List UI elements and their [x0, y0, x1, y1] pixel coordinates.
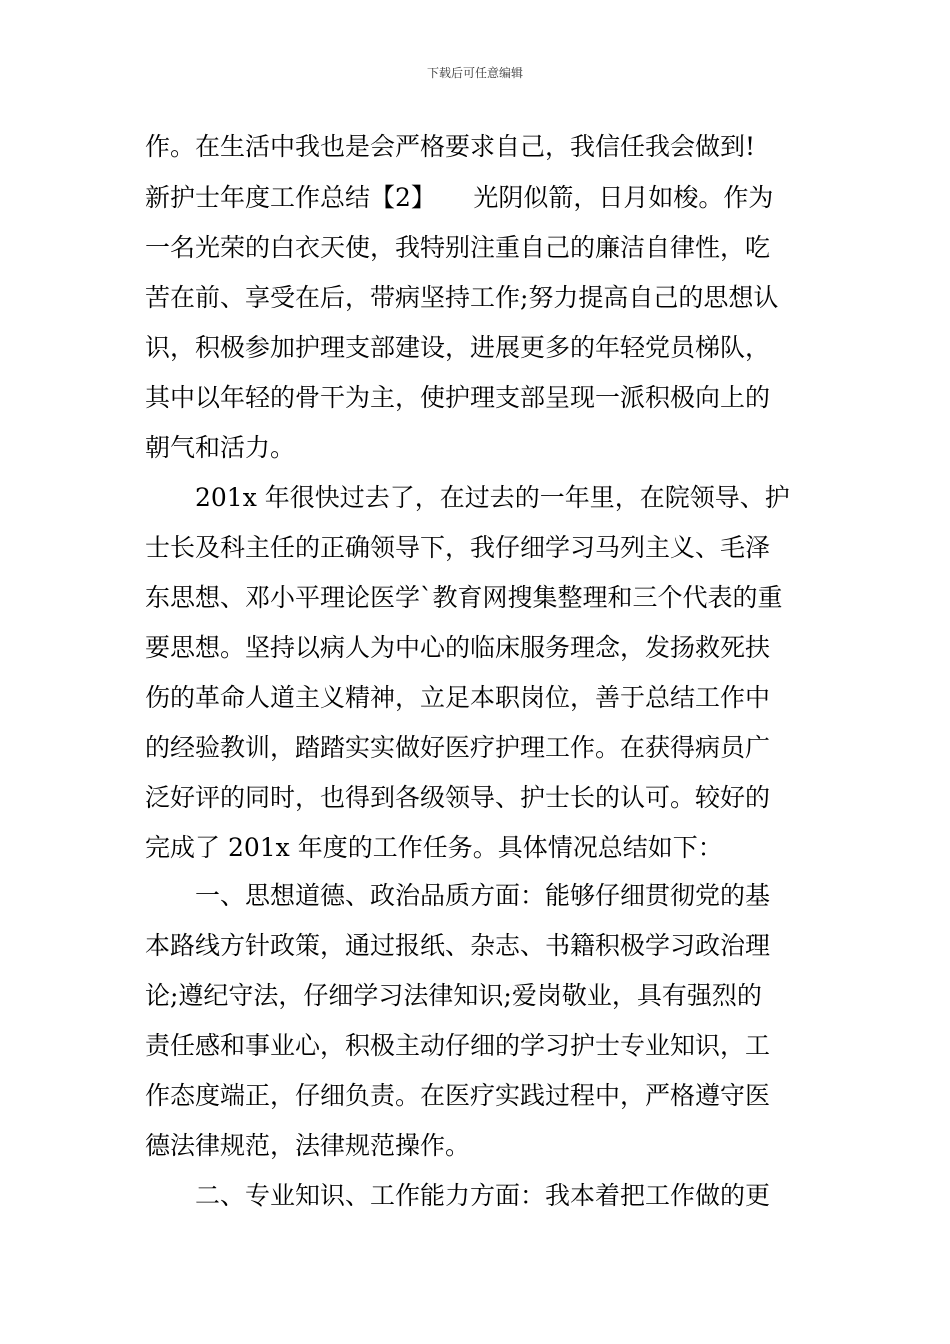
text-line: 东思想、邓小平理论医学`教育网搜集整理和三个代表的重 [145, 583, 783, 612]
text-line: 要思想。坚持以病人为中心的临床服务理念，发扬救死扶 [145, 633, 771, 662]
text-line: 责任感和事业心，积极主动仔细的学习护士专业知识，工 [145, 1031, 771, 1060]
text-line: 本路线方针政策，通过报纸、杂志、书籍积极学习政治理 [145, 931, 771, 960]
text-line: 士长及科主任的正确领导下，我仔细学习马列主义、毛泽 [145, 533, 771, 562]
text-line: 一名光荣的白衣天使，我特别注重自己的廉洁自律性，吃 [145, 233, 771, 262]
text-line: 德法律规范，法律规范操作。 [145, 1131, 471, 1160]
text-line: 苦在前、享受在后，带病坚持工作;努力提高自己的思想认 [145, 283, 779, 312]
page-header: 下载后可任意编辑 [426, 66, 523, 80]
text-line: 201x 年很快过去了，在过去的一年里，在院领导、护 [145, 483, 790, 512]
text-line: 泛好评的同时，也得到各级领导、护士长的认可。较好的 [145, 783, 771, 812]
text-line: 作态度端正，仔细负责。在医疗实践过程中，严格遵守医 [145, 1081, 771, 1110]
text-line: 伤的革命人道主义精神，立足本职岗位，善于总结工作中 [145, 683, 771, 712]
text-line: 完成了 201x 年度的工作任务。具体情况总结如下： [145, 833, 723, 862]
text-line: 作。在生活中我也是会严格要求自己，我信任我会做到! [145, 132, 756, 161]
text-line: 二、专业知识、工作能力方面：我本着把工作做的更 [145, 1181, 771, 1210]
text-line: 一、思想道德、政治品质方面：能够仔细贯彻党的基 [145, 881, 771, 910]
text-line: 新护士年度工作总结【2】 光阴似箭，日月如梭。作为 [145, 183, 774, 212]
text-line: 朝气和活力。 [145, 433, 296, 462]
text-line: 识，积极参加护理支部建设，进展更多的年轻党员梯队， [145, 333, 771, 362]
text-line: 其中以年轻的骨干为主，使护理支部呈现一派积极向上的 [145, 383, 771, 412]
text-line: 的经验教训，踏踏实实做好医疗护理工作。在获得病员广 [145, 733, 771, 762]
text-line: 论;遵纪守法，仔细学习法律知识;爱岗敬业，具有强烈的 [145, 981, 762, 1010]
